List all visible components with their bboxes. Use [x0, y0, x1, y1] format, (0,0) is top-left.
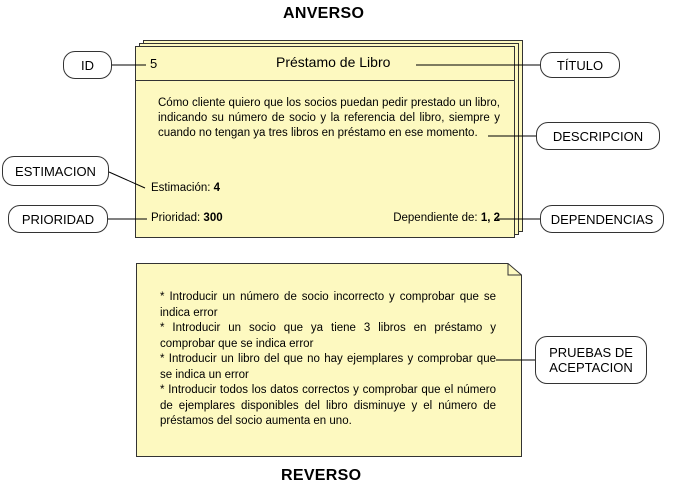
connector-estimacion: [109, 172, 145, 188]
label-descripcion: DESCRIPCION: [536, 122, 660, 150]
label-id: ID: [63, 51, 112, 79]
test-item: * Introducir un número de socio incorrecto y comprobar que se indica error: [160, 291, 496, 319]
dependencies-value: 1, 2: [480, 212, 500, 224]
story-estimation: Estimación: 4: [151, 182, 221, 194]
heading-anverso: ANVERSO: [283, 5, 365, 22]
heading-reverso: REVERSO: [281, 467, 362, 484]
label-pruebas-line1: PRUEBAS DE: [549, 345, 633, 360]
test-item: * Introducir un libro del que no hay ejemplares y comprobar que se indica un error: [160, 353, 496, 381]
estimation-value: 4: [213, 182, 221, 194]
label-pruebas-line2: ACEPTACION: [549, 360, 633, 375]
label-dependencias: DEPENDENCIAS: [540, 205, 664, 233]
test-item: * Introducir un socio que ya tiene 3 libros en préstamo y comprobar que se indica error: [160, 322, 496, 350]
story-title: Préstamo de Libro: [276, 54, 391, 70]
story-id: 5: [150, 56, 158, 71]
label-estimacion: ESTIMACION: [2, 156, 109, 186]
label-pruebas-aceptacion: [535, 336, 647, 384]
label-titulo: TÍTULO: [540, 52, 620, 78]
test-item: * Introducir todos los datos correctos y comprobar que el número de ejemplares disponibles del libro disminuye y el número de préstamos del socio aumenta en uno.: [160, 384, 496, 427]
story-priority: Prioridad: 300: [151, 212, 223, 224]
label-prioridad: PRIORIDAD: [8, 205, 108, 233]
story-dependencies: Dependiente de: 1, 2: [393, 212, 500, 224]
story-description: Cómo cliente quiero que los socios puedan pedir prestado un libro, indicando su número de socio y la referencia del libro, siempre y cuando no tengan ya tres libros en préstamo en ese momento.: [158, 97, 500, 139]
priority-value: 300: [203, 212, 223, 224]
